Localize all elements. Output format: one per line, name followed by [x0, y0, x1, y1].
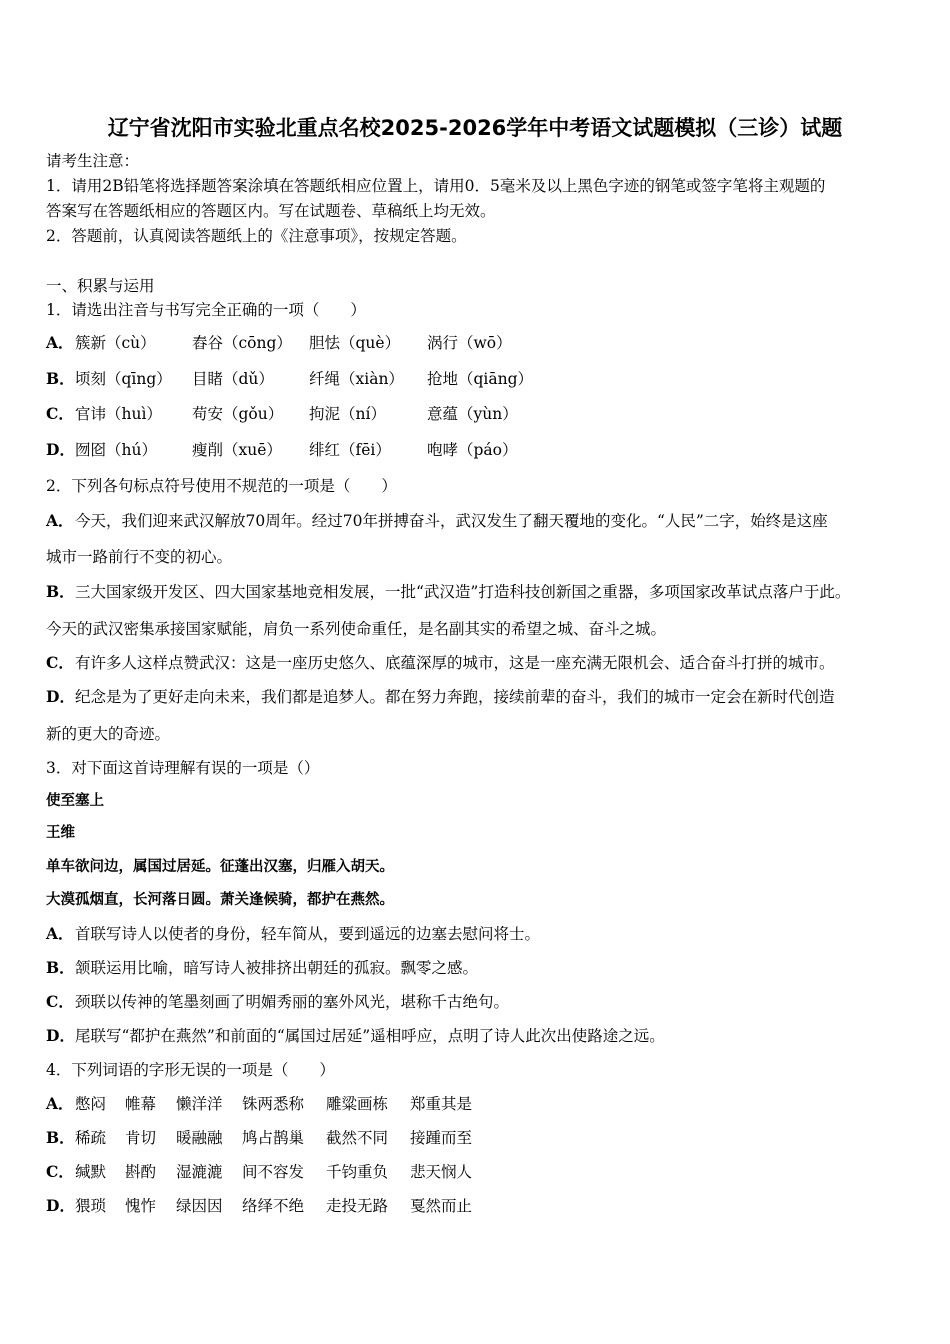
option-item: 鸠占鹊巢: [242, 1129, 305, 1147]
option-text: 新的更大的奇迹。: [46, 725, 171, 743]
option-text: 城市一路前行不变的初心。: [46, 548, 233, 566]
option-item: 目睹（dǔ）: [192, 370, 274, 388]
option-item: 肯切: [125, 1129, 157, 1147]
option-item: 湿漉漉: [176, 1163, 223, 1181]
poem-line: 大漠孤烟直，长河落日圆。萧关逢候骑，都护在燕然。: [46, 891, 394, 908]
option-item: 走投无路: [326, 1197, 389, 1215]
option-label: A．: [46, 333, 74, 352]
option-item: 猥琐: [75, 1197, 107, 1215]
option-text: 颈联以传神的笔墨刻画了明媚秀丽的塞外风光，堪称千古绝句。: [75, 993, 510, 1011]
option-text: 首联写诗人以使者的身份，轻车简从，要到遥远的边塞去慰问将士。: [75, 925, 541, 943]
option-item: 抢地（qiāng）: [427, 370, 534, 388]
option-label: A．: [46, 1094, 74, 1113]
option-label: D．: [46, 440, 75, 459]
option-item: 间不容发: [242, 1163, 305, 1181]
option-item: 郑重其是: [410, 1095, 473, 1113]
notice-line: 2．答题前，认真阅读答题纸上的《注意事项》，按规定答题。: [46, 227, 467, 245]
option-item: 暖融融: [176, 1129, 223, 1147]
option-item: 铢两悉称: [242, 1095, 305, 1113]
notice-heading: 请考生注意：: [46, 152, 140, 170]
option-label: B．: [46, 369, 75, 388]
option-item: 戛然而止: [410, 1197, 473, 1215]
notice-line: 答案写在答题纸相应的答题区内。写在试题卷、草稿纸上均无效。: [46, 202, 496, 220]
option-text: 颔联运用比喻，暗写诗人被排挤出朝廷的孤寂。飘零之感。: [75, 959, 479, 977]
option-item: 官讳（huì）: [75, 405, 162, 423]
option-item: 舂谷（cōng）: [192, 334, 292, 352]
question-stem: 3．对下面这首诗理解有误的一项是（）: [46, 759, 320, 777]
option-item: 簇新（cù）: [75, 334, 156, 352]
option-item: 接踵而至: [410, 1129, 473, 1147]
option-label: C．: [46, 404, 74, 423]
option-label: B．: [46, 958, 75, 977]
section-heading: 一、积累与运用: [46, 277, 155, 295]
option-item: 悲天悯人: [410, 1163, 473, 1181]
option-text: 三大国家级开发区、四大国家基地竞相发展，一批“武汉造”打造科技创新国之重器，多项国家改革试点落户于此。: [75, 583, 851, 601]
option-item: 涡行（wō）: [427, 334, 512, 352]
option-item: 瘦削（xuē）: [192, 441, 282, 459]
option-item: 缄默: [75, 1163, 107, 1181]
option-label: C．: [46, 1162, 74, 1181]
option-item: 囫囵（hú）: [75, 441, 157, 459]
option-item: 苟安（gǒu）: [192, 405, 284, 423]
option-label: B．: [46, 582, 75, 601]
question-stem: 1．请选出注音与书写完全正确的一项（ ）: [46, 301, 366, 319]
option-item: 顷刻（qīng）: [75, 370, 172, 388]
option-label: C．: [46, 653, 74, 672]
option-item: 帷幕: [125, 1095, 157, 1113]
option-item: 懒洋洋: [176, 1095, 223, 1113]
option-text: 今天的武汉密集承接国家赋能，肩负一系列使命重任，是名副其实的希望之城、奋斗之城。: [46, 620, 667, 638]
option-label: A．: [46, 924, 74, 943]
option-item: 稀疏: [75, 1129, 107, 1147]
option-item: 雕粱画栋: [326, 1095, 389, 1113]
option-item: 憋闷: [75, 1095, 107, 1113]
option-label: D．: [46, 1196, 75, 1215]
option-item: 咆哮（páo）: [427, 441, 518, 459]
option-item: 纤绳（xiàn）: [309, 370, 404, 388]
poem-author: 王维: [46, 824, 75, 841]
option-item: 绿因因: [176, 1197, 223, 1215]
option-label: D．: [46, 1026, 75, 1045]
option-label: A．: [46, 511, 74, 530]
option-item: 意蕴（yùn）: [427, 405, 518, 423]
option-label: D．: [46, 687, 75, 706]
option-text: 尾联写“都护在燕然”和前面的“属国过居延”遥相呼应，点明了诗人此次出使路途之远。: [75, 1027, 665, 1045]
option-item: 络绎不绝: [242, 1197, 305, 1215]
option-item: 截然不同: [326, 1129, 389, 1147]
question-stem: 4．下列词语的字形无误的一项是（ ）: [46, 1061, 335, 1079]
option-item: 绯红（fēi）: [309, 441, 391, 459]
option-text: 今天，我们迎来武汉解放70周年。经过70年拼搏奋斗，武汉发生了翻天覆地的变化。“人民”二字，始终是这座: [75, 512, 828, 530]
option-text: 纪念是为了更好走向未来，我们都是追梦人。都在努力奔跑，接续前辈的奋斗，我们的城市一定会在新时代创造: [75, 688, 835, 706]
poem-title: 使至塞上: [46, 792, 104, 809]
option-item: 愧怍: [125, 1197, 157, 1215]
option-item: 千钧重负: [326, 1163, 389, 1181]
poem-line: 单车欲问边，属国过居延。征蓬出汉塞，归雁入胡天。: [46, 858, 394, 875]
option-label: C．: [46, 992, 74, 1011]
page-title: 辽宁省沈阳市实验北重点名校2025-2026学年中考语文试题模拟（三诊）试题: [107, 116, 843, 140]
option-item: 拘泥（ní）: [309, 405, 386, 423]
option-text: 有许多人这样点赞武汉：这是一座历史悠久、底蕴深厚的城市，这是一座充满无限机会、适合奋斗打拼的城市。: [75, 654, 835, 672]
option-label: B．: [46, 1128, 75, 1147]
notice-line: 1．请用2B铅笔将选择题答案涂填在答题纸相应位置上，请用0．5毫米及以上黑色字迹的钢笔或签字笔将主观题的: [46, 177, 826, 195]
option-item: 斟酌: [125, 1163, 157, 1181]
option-item: 胆怯（què）: [309, 334, 401, 352]
question-stem: 2．下列各句标点符号使用不规范的一项是（ ）: [46, 477, 397, 495]
